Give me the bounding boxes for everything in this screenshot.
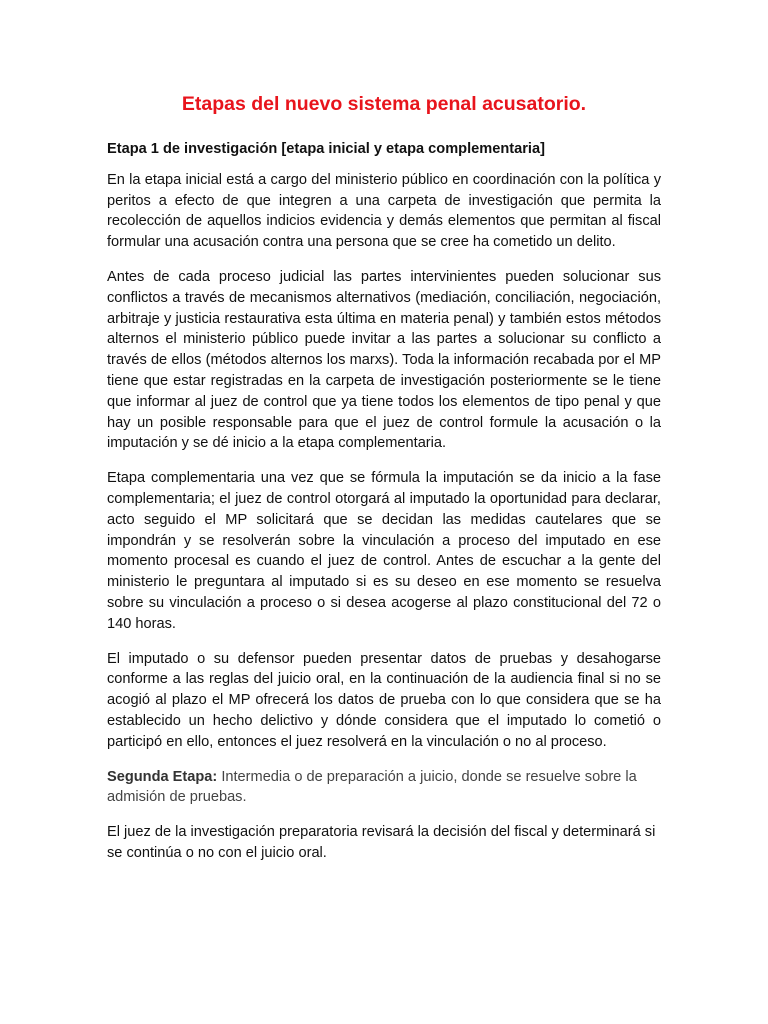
paragraph-initial-stage: En la etapa inicial está a cargo del ministerio público en coordinación con la política y peritos a efecto de que integren a una carpeta de investigación que permita la recolección de aquellos indicios evidencia y demás elementos que permitan al fiscal formular una acusación contra una persona que se cree ha cometido un delito. <box>107 171 661 251</box>
document-page <box>107 90 661 878</box>
paragraph-complementary-stage: Etapa complementaria una vez que se fórmula la imputación se da inicio a la fase complementaria; el juez de control otorgará al imputado la oportunidad para declarar, acto seguido el MP solicitará que se decidan las medidas cautelares que se impondrán y se resolverán sobre la vinculación a proceso del imputado en ese momento procesal es cuando el juez de control. Antes de escuchar a la gente del ministerio le preguntara al imputado si es su deseo en ese momento se resuelva sobre su vinculación a proceso o si desea acogerse al plazo constitucional del 72 o 140 horas. <box>107 470 661 632</box>
stage1-heading: Etapa 1 de investigación [etapa inicial y etapa complementaria] <box>107 141 545 157</box>
paragraph-defense-evidence: El imputado o su defensor pueden presentar datos de pruebas y desahogarse conforme a las reglas del juicio oral, en la continuación de la audiencia final si no se acogió al plazo el MP ofrecerá los datos de prueba con lo que considera que se ha establecido un hecho delictivo y dónde considera que el imputado lo cometió o participó en ello, entonces el juez resolverá en la vinculación o no al proceso. <box>107 650 661 750</box>
paragraph-final: El juez de la investigación preparatoria revisará la decisión del fiscal y determinará si se continúa o no con el juicio oral. <box>107 824 656 861</box>
document-title: Etapas del nuevo sistema penal acusatorio. <box>181 93 587 115</box>
second-stage-label: Segunda Etapa: <box>107 768 218 785</box>
paragraph-alternative-mechanisms: Antes de cada proceso judicial las partes intervinientes pueden solucionar sus conflictos a través de mecanismos alternativos (mediación, conciliación, negociación, arbitraje y justicia restaurativa esta última en materia penal) y también estos métodos alternos el ministerio público puede invitar a las partes a solucionar su conflicto a través de ellos (métodos alternos los marxs). Toda la información recabada por el MP tiene que estar registradas en la carpeta de investigación posteriormente se le tiene que informar al juez de control que ya tiene todos los elementos de tipo penal y que hay un posible responsable para que el juez de control formule la acusación o la imputación y se dé inicio a la etapa complementaria. <box>107 268 661 452</box>
paragraph-second-stage <box>107 767 661 809</box>
second-stage-text: Intermedia o de preparación a juicio, donde se resuelve sobre la admisión de pruebas. <box>107 768 637 806</box>
